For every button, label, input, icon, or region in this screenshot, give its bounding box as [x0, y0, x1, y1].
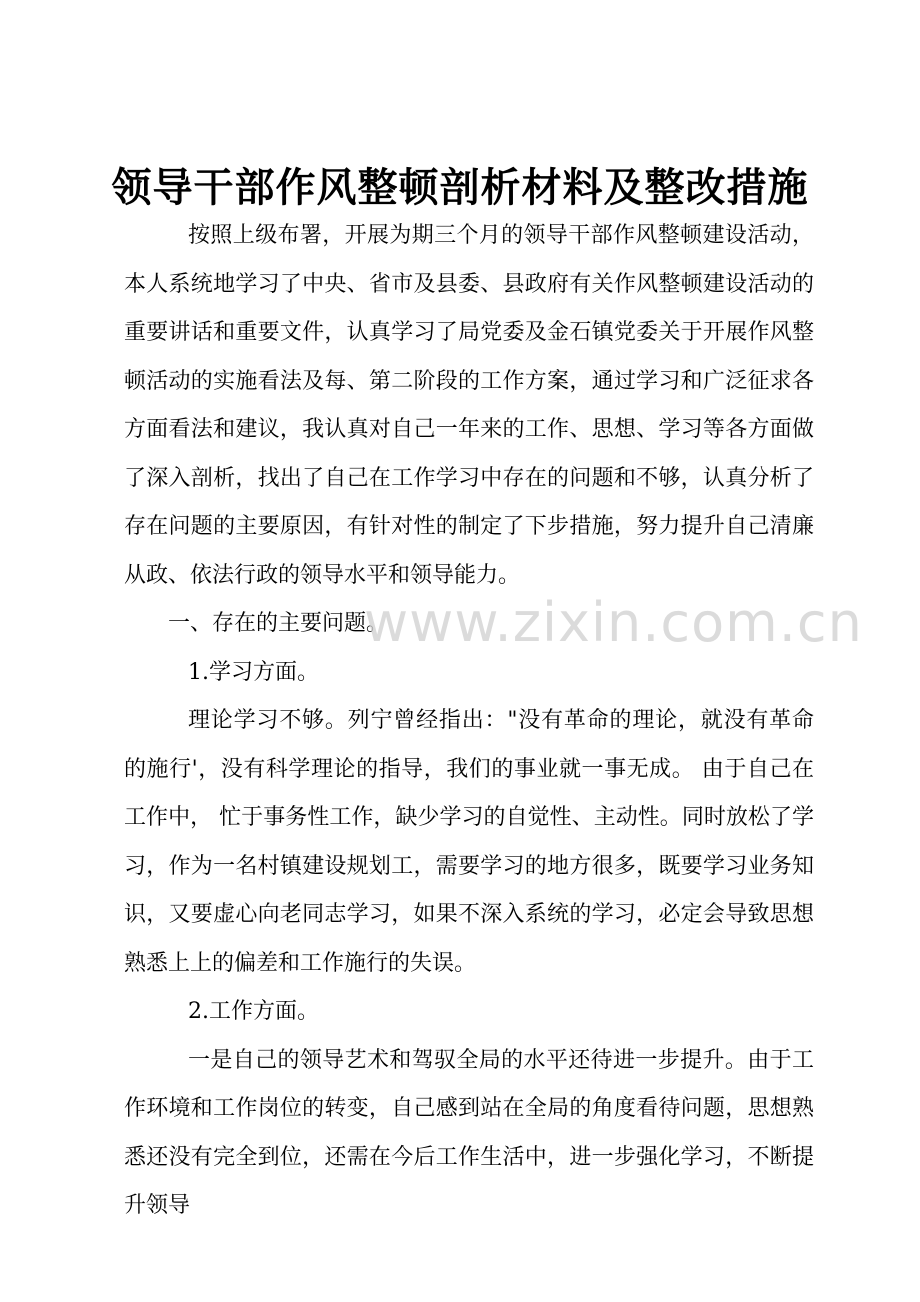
work-paragraph: 一是自己的领导艺术和驾驭全局的水平还待进一步提升。由于工作环境和工作岗位的转变，自己感到站在全局的角度看待问题，思想熟悉还没有完全到位，还需在今后工作生活中，进一步强化学习，不断提升领导 — [124, 1047, 814, 1218]
subsection-heading-work: 2.工作方面。 — [188, 999, 319, 1024]
intro-paragraph: 按照上级布署，开展为期三个月的领导干部作风整顿建设活动，本人系统地学习了中央、省市及县委、县政府有关作风整顿建设活动的重要讲话和重要文件，认真学习了局党委及金石镇党委关于开展作风整顿活动的实施看法及每、第二阶段的工作方案，通过学习和广泛征求各方面看法和建议，我认真对自己一年来的工作、思想、学习等各方面做了深入剖析，找出了自己在工作学习中存在的问题和不够，认真分析了存在问题的主要原因，有针对性的制定了下步措施，努力提升自己清廉从政、依法行政的领导水平和领导能力。 — [124, 223, 814, 588]
section-heading-problems: 一、存在的主要问题。 — [168, 611, 389, 636]
study-paragraph: 理论学习不够。列宁曾经指出："没有革命的理论，就没有革命的施行'，没有科学理论的指导，我们的事业就一事无成。 由于自己在工作中， 忙于事务性工作，缺少学习的自觉性、主动性。同时放松了学习，作为一名村镇建设规划工，需要学习的地方很多，既要学习业务知识，又要虚心向老同志学习，如果不深入系统的学习，必定会导致思想熟悉上上的偏差和工作施行的失误。 — [124, 708, 814, 976]
watermark-text: www.zixin.com.cn — [364, 591, 863, 654]
document-title: 领导干部作风整顿剖析材料及整改措施 — [111, 164, 809, 211]
document-body — [124, 212, 814, 1231]
subsection-heading-study: 1.学习方面。 — [188, 659, 319, 685]
